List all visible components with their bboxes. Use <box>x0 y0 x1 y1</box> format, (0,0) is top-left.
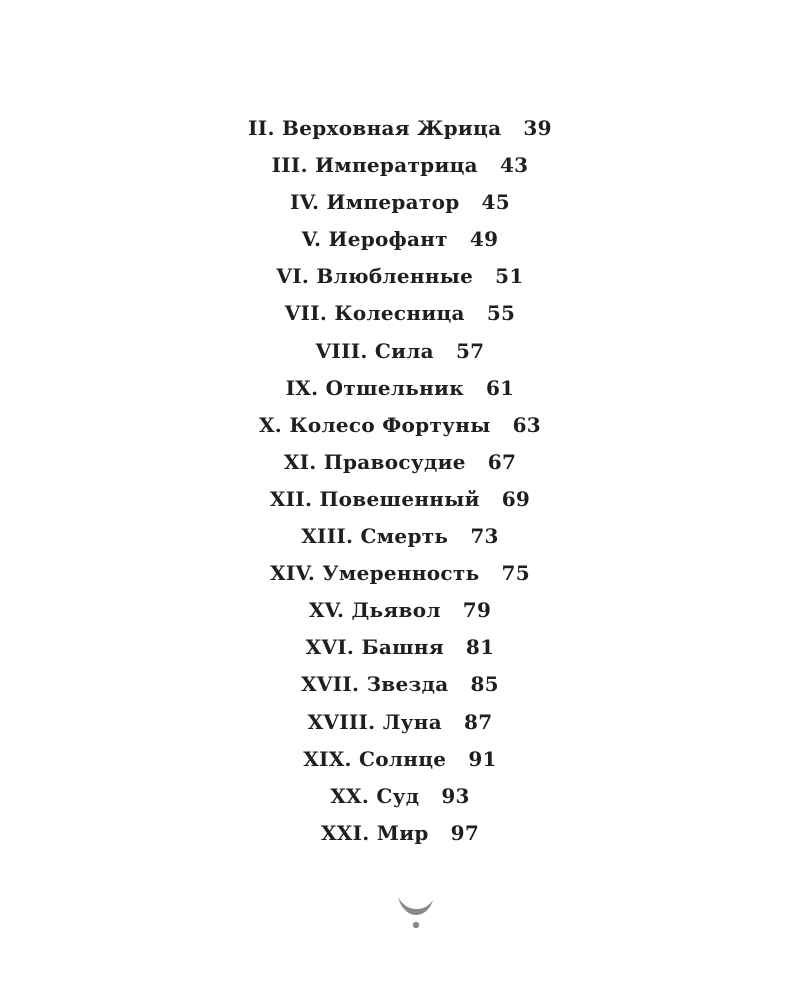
toc-entry-title: XVI. Башня <box>305 635 444 660</box>
toc-entry-page: 91 <box>468 746 497 771</box>
toc-entry-title: XIII. Смерть <box>301 524 449 549</box>
toc-entry-title: XX. Суд <box>330 783 420 808</box>
toc-entry-page: 97 <box>450 820 480 845</box>
toc-entry-page: 51 <box>495 264 524 289</box>
toc-entry-title: XXI. Мир <box>320 820 429 845</box>
toc-entry[interactable] <box>0 815 800 852</box>
crescent-shape <box>398 897 433 915</box>
toc-entry-page: 93 <box>441 783 470 808</box>
toc-entry-title: XVIII. Луна <box>307 709 442 734</box>
table-of-contents <box>0 110 800 852</box>
toc-entry[interactable] <box>0 221 800 258</box>
toc-entry-title: X. Колесо Фортуны <box>258 412 491 437</box>
toc-entry-title: XV. Дьявол <box>308 598 441 623</box>
toc-entry[interactable] <box>0 592 800 629</box>
toc-entry[interactable] <box>0 147 800 184</box>
toc-entry-page: 45 <box>481 190 510 215</box>
toc-entry-title: III. Императрица <box>271 153 478 178</box>
toc-entry[interactable] <box>0 110 800 147</box>
toc-entry-page: 87 <box>463 709 493 734</box>
toc-entry-page: 63 <box>512 412 541 437</box>
toc-entry-page: 69 <box>501 486 531 511</box>
toc-entry-page: 39 <box>523 116 552 140</box>
toc-entry-title: VII. Колесница <box>284 301 465 326</box>
toc-entry-title: VI. Влюбленные <box>276 264 474 289</box>
toc-entry-page: 67 <box>487 449 517 474</box>
ornament-dot <box>413 922 419 928</box>
toc-entry-page: 79 <box>462 598 492 623</box>
toc-entry[interactable] <box>0 481 800 518</box>
toc-entry-page: 57 <box>455 338 485 363</box>
toc-entry[interactable] <box>0 295 800 332</box>
toc-entry-title: II. Верховная Жрица <box>248 116 502 140</box>
toc-entry-title: IV. Император <box>290 190 460 215</box>
toc-entry[interactable] <box>0 778 800 815</box>
toc-entry-title: XIV. Умеренность <box>270 561 480 586</box>
toc-entry-page: 75 <box>501 561 530 586</box>
toc-entry[interactable] <box>0 629 800 666</box>
toc-entry[interactable] <box>0 666 800 703</box>
toc-entry-title: IX. Отшельник <box>285 375 464 400</box>
toc-entry[interactable] <box>0 184 800 221</box>
toc-entry[interactable] <box>0 333 800 370</box>
toc-entry[interactable] <box>0 370 800 407</box>
toc-entry[interactable] <box>0 444 800 481</box>
toc-entry[interactable] <box>0 741 800 778</box>
toc-entry-title: XII. Повешенный <box>269 486 480 511</box>
toc-entry-title: XVII. Звезда <box>301 672 449 697</box>
toc-entry[interactable] <box>0 518 800 555</box>
toc-entry-page: 55 <box>486 301 516 326</box>
toc-entry[interactable] <box>0 704 800 741</box>
toc-entry-page: 61 <box>485 375 515 400</box>
toc-entry-page: 73 <box>470 524 499 549</box>
toc-entry[interactable] <box>0 407 800 444</box>
toc-entry-page: 49 <box>469 227 499 252</box>
toc-entry-title: XI. Правосудие <box>283 449 466 474</box>
toc-entry-title: XIX. Солнце <box>303 746 447 771</box>
toc-entry-page: 43 <box>499 153 529 178</box>
toc-entry[interactable] <box>0 258 800 295</box>
toc-entry-page: 85 <box>470 672 499 697</box>
toc-entry[interactable] <box>0 555 800 592</box>
toc-entry-title: VIII. Сила <box>315 338 434 363</box>
toc-entry-title: V. Иерофант <box>301 227 448 252</box>
crescent-moon-dot-icon <box>394 893 436 931</box>
toc-entry-page: 81 <box>465 635 495 660</box>
